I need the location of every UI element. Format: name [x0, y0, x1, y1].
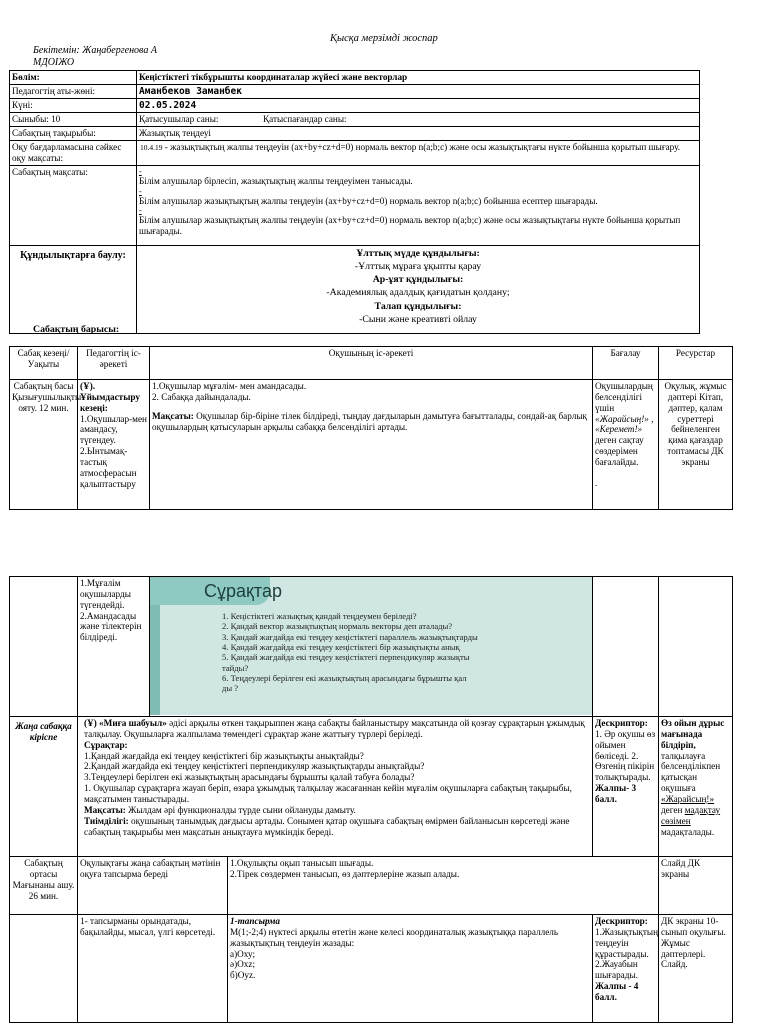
- value-text: -Ұлттық мұраға ұқыпты қарау: [354, 260, 482, 272]
- goal-text: Жылдам әрі функционалды түрде сыни ойлануды дамыту.: [125, 804, 356, 815]
- values-cell: [137, 245, 700, 333]
- header-teacher: Педагогтің іс-әрекеті: [78, 347, 150, 380]
- task-title: 1-тапсырма: [230, 916, 280, 926]
- grade-label: Сыныбы: 10: [10, 113, 137, 127]
- teacher-label: Педагогтің аты-жөні:: [10, 84, 137, 98]
- resources-cell: Оқулық, жұмыс дәптері Кітап, дәптер, қалам суреттері бейнеленген қима қағаздар топтамасы ДК экраны: [659, 380, 733, 510]
- student-line: 1.Оқулықты оқып танысып шығады.: [230, 858, 374, 868]
- res-praise: «Жарайсың!»: [661, 794, 715, 805]
- stage-cell: Жаңа сабаққа кіріспе: [10, 717, 78, 857]
- assess-dot: .: [595, 477, 598, 488]
- header-resources: Ресурстар: [659, 347, 733, 380]
- header-student: Оқушының іс-әрекеті: [150, 347, 593, 380]
- assess-text: деген сақтау сөздерімен бағалайды.: [595, 435, 644, 468]
- res-bold: Өз ойын дұрыс мағынада білдіріп,: [661, 718, 725, 750]
- resources-cell-empty: [659, 577, 733, 717]
- objective-cell: [137, 140, 700, 165]
- objective-text: - жазықтықтың жалпы теңдеуін (ax+by+cz+d=0) нормаль вектор n(a;b;c) және осы жазықтықтағы нүкте бойынша қорытып шығару.: [164, 141, 681, 152]
- topic-label: Сабақтың тақырыбы:: [10, 127, 137, 141]
- task-text: М(1;-2;4) нүктесі арқылы өтетін және келесі координаталық жазықтыққа параллель жазықтықтың теңдеуін жазады:: [230, 926, 559, 948]
- header-assessment: Бағалау: [593, 347, 659, 380]
- lesson-progress-table-1: [9, 346, 733, 510]
- res-text2: деген: [661, 804, 685, 815]
- descriptor-text: 1. Әр оқушы өз ойымен бөліседі. 2. Өзгенің пікірін толықтырады.: [595, 728, 656, 783]
- question-list: [222, 611, 592, 694]
- teacher-heading: (Ұ). Ұйымдастыру кезеңі:: [80, 381, 140, 413]
- question-item: 2. Қандай вектор жазықтықтың нормаль векторы деп аталады?: [222, 621, 453, 632]
- stage-cell-empty: [10, 915, 78, 1023]
- lesson-info-table: [9, 70, 700, 334]
- question-item: тайды?: [222, 662, 249, 673]
- questions-slide-cell: [150, 577, 593, 717]
- assessment-cell: [593, 915, 659, 1023]
- date-label: Күні:: [10, 99, 137, 113]
- slide-title: Сұрақтар: [204, 581, 282, 601]
- question-line: 2.Қандай жағдайда екі теңдеу кеңістіктегі перпендикуляр жазықтықтарды анықтайды?: [84, 761, 425, 772]
- effectiveness-label: Тиімділігі:: [84, 815, 129, 826]
- question-item: ды ?: [222, 683, 239, 694]
- res-text: талқылауға белсенділікпен қатысқан оқушыға: [661, 750, 721, 794]
- descriptor-heading: Дескриптор:: [595, 718, 648, 728]
- stage-cell: Сабақтың басы Қызығушылықты ояту. 12 мин.: [10, 380, 78, 510]
- effectiveness-text: оқушының танымдық дағдысы артады. Сонымен қатар оқушыға сабақтың өмірмен байланысын көрсетеді және сабақтың тақырыбы мен мақсатын анықтауға мүмкіндік береді.: [84, 815, 570, 837]
- organization: МДОІЖО: [33, 57, 75, 68]
- slide-edge-bar: [150, 605, 160, 715]
- assess-text: Оқушылардың белсенділігі үшін: [595, 381, 653, 413]
- student-line: 2. Сабаққа дайындалады.: [152, 391, 251, 402]
- teacher-cell: Оқулықтағы жаңа сабақтың мәтінін оқуға тапсырма береді: [78, 857, 228, 915]
- student-line: 1.Оқушылар мұғалім- мен амандасады.: [152, 381, 307, 391]
- student-cell: [228, 857, 659, 915]
- section-value: Кеңістіктегі тікбұрышты координаталар жүйесі және векторлар: [137, 71, 700, 85]
- attendance-cell: [137, 113, 700, 127]
- question-line: 3.Теңдеулері берілген екі жазықтықтың арасындағы бұрышты қалай табуға болады?: [84, 772, 415, 783]
- goal-text: Оқушылар бір-біріне тілек білдіреді, тыңдау дағдыларын дамытуға бағытталады, сондай-ақ барлық оқушылардың қатысуларын арқылы сабаққа белсенділігі артады.: [152, 410, 587, 432]
- header-stage: Сабақ кезеңі/Уақыты: [10, 347, 78, 380]
- objective-code: 10.4.19: [140, 142, 163, 152]
- teacher-text: 1.Оқушылар-мен амандасу, түгендеу. 2.Ынтымақ-тастық атмосферасын қалыптастыру: [80, 413, 147, 489]
- task-option: а)Оху;: [230, 948, 256, 959]
- task-option: ә)Охz;: [230, 959, 255, 970]
- lesson-goal-label: Сабақтың мақсаты:: [10, 165, 137, 245]
- value-text: -Сыни және креативті ойлау: [359, 313, 477, 325]
- section-label: Бөлім:: [10, 71, 137, 85]
- lesson-goals-cell: [137, 165, 700, 245]
- goal-label: Мақсаты:: [84, 804, 126, 815]
- method-name: (Ұ) «Миға шабуыл»: [84, 718, 167, 728]
- goal-line: [84, 805, 590, 816]
- teacher-cell: 1.Мұғалім оқушыларды түгендейді. 2.Амандасады және тілектерін білдіреді.: [78, 577, 150, 717]
- descriptor-total: Жалпы- 3 балл.: [595, 783, 637, 805]
- resources-cell: Слайд ДК экраны: [659, 857, 733, 915]
- student-cell: [78, 717, 593, 857]
- assessment-cell: [593, 380, 659, 510]
- assessment-cell-empty: [593, 577, 659, 717]
- student-cell: [228, 915, 593, 1023]
- resources-cell: ДК экраны 10-сынып оқулығы. Жұмыс дәптерлері. Слайд.: [659, 915, 733, 1023]
- values-label: Құндылықтарға баулу:: [10, 245, 137, 333]
- participants-label: Қатысушылар саны:: [139, 114, 219, 125]
- progress-title: Сабақтың барысы:: [33, 324, 120, 335]
- descriptor-total: Жалпы - 4 балл.: [595, 981, 639, 1003]
- praise-words: «Жарайсың!» , «Керемет!»: [595, 413, 654, 435]
- goal-item: Білім алушылар жазықтықтың жалпы теңдеуін (ax+by+cz+d=0) нормаль вектор n(a;b;c) және осы жазықтықтағы нүкте бойынша қорытып шығарады.: [139, 215, 681, 237]
- effectiveness-line: [84, 816, 590, 838]
- res-text3: мадақталады.: [661, 826, 715, 837]
- goal-dash: -: [139, 206, 142, 216]
- questions-heading: Сұрақтар:: [84, 739, 128, 750]
- value-heading: Ұлттық мүдде құндылығы:: [356, 247, 480, 259]
- value-heading: Талап құндылығы:: [374, 300, 462, 312]
- method-desc: әдісі арқылы өткен тақырыппен жаңа сабақты байланыстыру мақсатында ой қозғау сұрақтарын ұжымдық талқылау. Оқушыларға жалпылама төмендегі сұрақтар және жаттығу түрлері беріледі.: [84, 718, 585, 739]
- task-option: б)Оуz.: [230, 970, 256, 981]
- objective-label: Оқу бағдарламасына сәйкес оқу мақсаты:: [10, 140, 137, 165]
- teacher-value: Аманбеков Заманбек: [137, 84, 700, 98]
- goal-item: Білім алушылар жазықтықтың жалпы теңдеуін (ax+by+cz+d=0) нормаль вектор n(a;b;c) бойынша есептер шығарады.: [139, 195, 598, 206]
- value-heading: Ар-ұят құндылығы:: [372, 274, 464, 286]
- student-cell: [150, 380, 593, 510]
- res-underlined: мадақтау сөзімен: [661, 804, 721, 826]
- assessment-cell: [593, 717, 659, 857]
- approved-by: Бекітемін: Жаңабергенова А: [33, 45, 157, 56]
- student-goal: [152, 411, 590, 433]
- question-line: 1.Қандай жағдайда екі теңдеу кеңістіктегі бір жазықтықты анықтайды?: [84, 750, 364, 761]
- question-line: 1. Оқушылар сұрақтарға жауап беріп, өзара ұжымдық талқылау жасағаннан кейін мұғалім оқушыларға сабақтың тақырыбы, мақсатымен таныстырады.: [84, 783, 572, 805]
- goal-item: Білім алушылар бірлесіп, жазықтықтың жалпы теңдеуімен танысады.: [139, 175, 413, 186]
- descriptor-heading: Дескриптор:: [595, 916, 648, 926]
- goal-dash: -: [139, 166, 142, 176]
- stage-cell-empty: [10, 577, 78, 717]
- absent-label: Қатыспағандар саны:: [263, 114, 347, 125]
- question-item: 5. Қандай жағдайда екі теңдеу кеңістіктегі перпендикуляр жазықты: [222, 652, 470, 663]
- document-title: Қысқа мерзімді жоспар: [330, 33, 438, 44]
- brainstorm-text: [84, 718, 590, 740]
- question-item: 1. Кеңістіктегі жазықтық қандай теңдеумен беріледі?: [222, 611, 417, 621]
- teacher-cell: 1- тапсырманы орындатады, бақылайды, мысал, үлгі көрсетеді.: [78, 915, 228, 1023]
- question-item: 6. Теңдеулері берілген екі жазықтықтың арасындағы бұрышты қал: [222, 672, 467, 683]
- topic-value: Жазықтық теңдеуі: [137, 127, 700, 141]
- value-text: -Академиялық адалдық қағидатын қолдану;: [326, 287, 510, 299]
- date-value: 02.05.2024: [137, 99, 700, 113]
- goal-dash: -: [139, 186, 142, 196]
- goal-label: Мақсаты:: [152, 410, 194, 421]
- question-item: 3. Қандай жағдайда екі теңдеу кеңістіктегі параллель жазықтықтарды: [222, 631, 478, 642]
- lesson-progress-table-2: [9, 576, 733, 1023]
- stage-cell: Сабақтың ортасы Мағынаны ашу. 26 мин.: [10, 857, 78, 915]
- questions-slide: [150, 577, 592, 715]
- resources-cell: [659, 717, 733, 857]
- teacher-cell: [78, 380, 150, 510]
- question-item: 4. Қандай жағдайда екі теңдеу кеңістіктегі бір жазықтықты анық: [222, 641, 460, 652]
- student-line: 2.Тірек сөздермен танысып, өз дәптерлеріне жазып алады.: [230, 868, 460, 879]
- descriptor-text: 1.Жазықтықтың теңдеуін құрастырады. 2.Жауабын шығарады.: [595, 926, 658, 981]
